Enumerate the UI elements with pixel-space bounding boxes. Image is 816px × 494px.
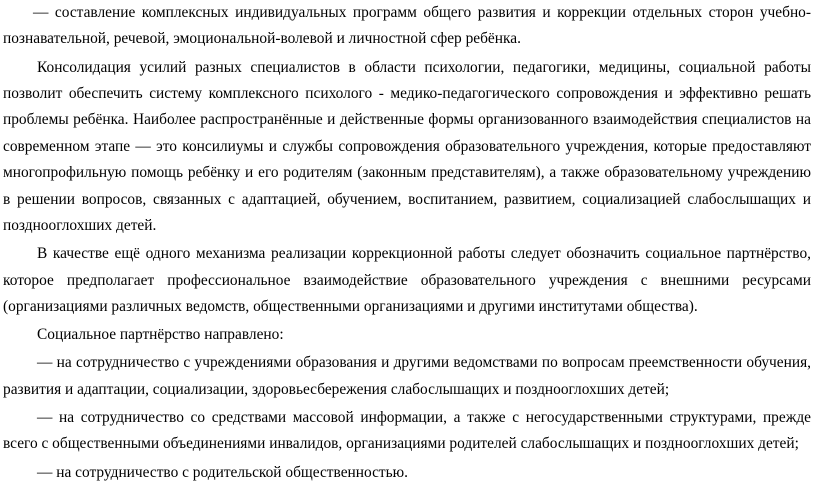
list-item-media-cooperation: — на сотрудничество со средствами массовой информации, а также с негосударственными структурами, прежде всего с общественными объединениями инвалидов, организациями родителей слабослышащих и позднооглохших детей;: [3, 409, 811, 453]
list-item-education-cooperation: — на сотрудничество с учреждениями образования и другими ведомствами по вопросам преемственности обучения, развития и адаптации, социализации, здоровьесбережения слабослышащих и позднооглохших детей;: [3, 354, 811, 398]
paragraph-partnership-directions: Социальное партнёрство направлено:: [37, 326, 284, 344]
document-page: [3, 0, 811, 486]
paragraph-specialist-consolidation: Консолидация усилий разных специалистов в области психологии, педагогики, медицины, социальной работы позволит обеспечить систему комплексного психолого - медико-педагогического сопровождения и эффективно решать проблемы ребёнка. Наиболее распространённые и действенные формы организованного взаимодействия специалистов на современном этапе — это консилиумы и службы сопровождения образовательного учреждения, которые предоставляют многопрофильную помощь ребёнку и его родителям (законным представителям), а также образовательному учреждению в решении вопросов, связанных с адаптацией, обучением, воспитанием, развитием, социализацией слабослышащих и позднооглохших детей.: [3, 58, 811, 235]
list-item-parent-cooperation: — на сотрудничество с родительской общественностью.: [37, 463, 409, 481]
paragraph-individual-programs: — составление комплексных индивидуальных программ общего развития и коррекции отдельных сторон учебно-познавательной, речевой, эмоциональной-волевой и личностной сфер ребёнка.: [3, 4, 811, 48]
paragraph-social-partnership: В качестве ещё одного механизма реализации коррекционной работы следует обозначить социальное партнёрство, которое предполагает профессиональное взаимодействие образовательного учреждения с внешними ресурсами (организациями различных ведомств, общественными организациями и другими институтами общества).: [3, 245, 811, 316]
